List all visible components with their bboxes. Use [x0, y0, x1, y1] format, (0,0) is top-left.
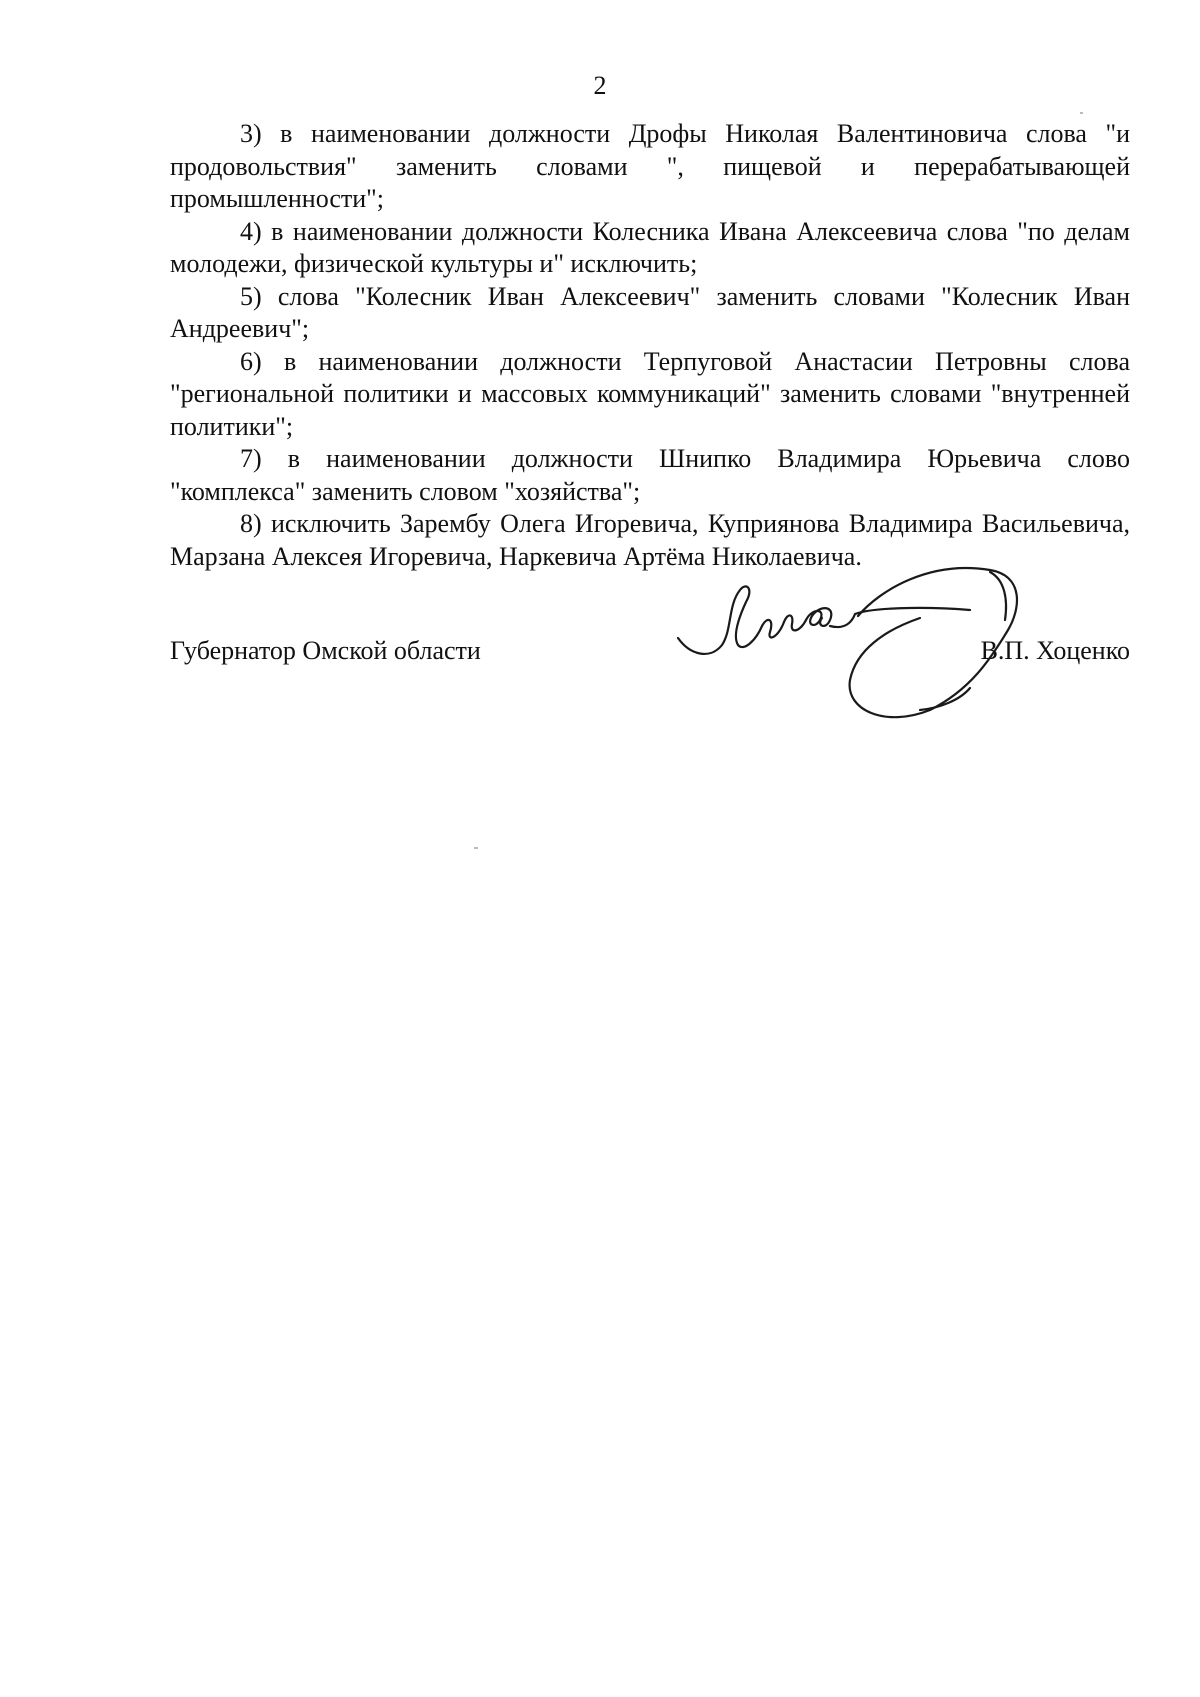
list-item-5: 5) слова "Колесник Иван Алексеевич" заменить словами "Колесник Иван Андреевич";: [170, 281, 1130, 343]
document-body: [170, 118, 1130, 573]
page-number: 2: [593, 71, 607, 100]
signatory-role: Губернатор Омской области: [170, 636, 481, 665]
list-item-6: 6) в наименовании должности Терпуговой Анастасии Петровны слова "региональной политики и массовых коммуникаций" заменить словами "внутренней политики";: [170, 346, 1130, 441]
scan-speck: [1080, 112, 1083, 114]
list-item-7: 7) в наименовании должности Шнипко Владимира Юрьевича слово "комплекса" заменить словом "хозяйства";: [170, 444, 1130, 506]
scan-speck: [474, 847, 478, 849]
handwritten-signature: [670, 560, 1110, 730]
signatory-name: В.П. Хоценко: [980, 636, 1130, 665]
list-item-3: 3) в наименовании должности Дрофы Николая Валентиновича слова "и продовольствия" заменить словами ", пищевой и перерабатывающей промышленности";: [170, 119, 1130, 213]
list-item-4: 4) в наименовании должности Колесника Ивана Алексеевича слова "по делам молодежи, физической культуры и" исключить;: [170, 216, 1130, 278]
list-item-8: 8) исключить Зарембу Олега Игоревича, Куприянова Владимира Васильевича, Марзана Алексея Игоревича, Наркевича Артёма Николаевича.: [170, 509, 1130, 571]
